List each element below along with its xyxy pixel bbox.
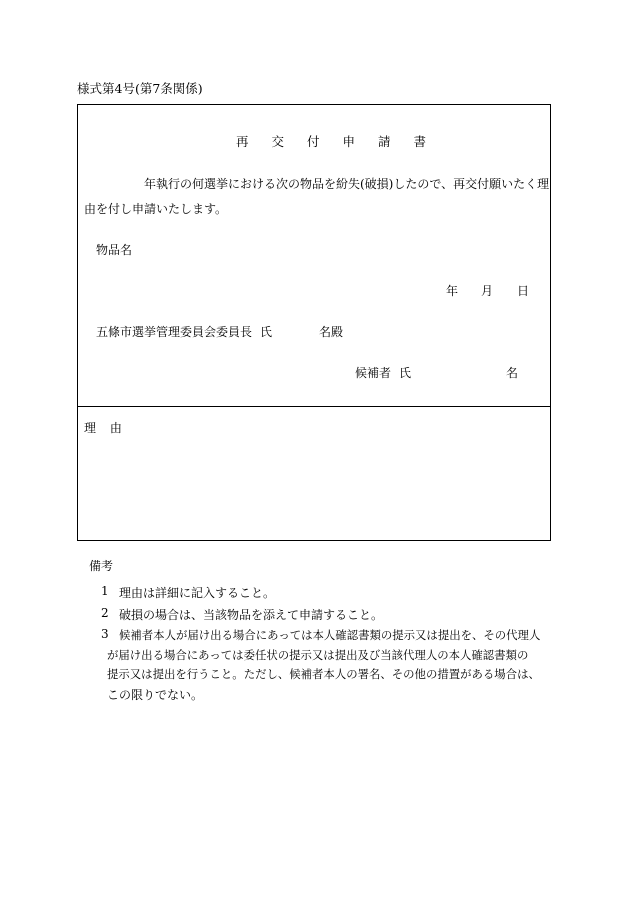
addressee-office: 五條市選挙管理委員会委員長 <box>96 325 253 339</box>
reason-label: 理 由 <box>84 421 122 435</box>
form-number: 様式第4号(第7条関係) <box>77 81 203 96</box>
date-month: 月 <box>481 284 494 298</box>
note-3-line-4: この限りでない。 <box>107 688 204 702</box>
note-2-number: 2 <box>101 606 109 620</box>
intro-line-1: 年執行の何選挙における次の物品を紛失(破損)したので、再交付願いたく理 <box>144 177 550 191</box>
note-3-number: 3 <box>101 627 109 641</box>
note-3-line-2: が届け出る場合にあっては委任状の提示又は提出及び当該代理人の本人確認書類の <box>107 648 529 662</box>
date-year: 年 <box>446 284 459 298</box>
item-name-label: 物品名 <box>96 243 133 257</box>
date-day: 日 <box>517 284 530 298</box>
note-3-line-3: 提示又は提出を行うこと。ただし、候補者本人の署名、その他の措置がある場合は、 <box>107 667 540 681</box>
intro-line-2: 由を付し申請いたします。 <box>84 202 228 216</box>
addressee-name-b: 名殿 <box>319 325 344 339</box>
note-1-number: 1 <box>101 584 109 598</box>
notes-heading: 備考 <box>89 559 114 573</box>
applicant-name-a: 氏 <box>399 366 412 380</box>
note-1-text: 理由は詳細に記入すること。 <box>119 586 276 600</box>
note-2-text: 破損の場合は、当該物品を添えて申請すること。 <box>119 608 384 622</box>
addressee-name-a: 氏 <box>260 325 273 339</box>
applicant-label: 候補者 <box>355 366 392 380</box>
form-title: 再交付申請書 <box>236 134 450 149</box>
note-3-line-1: 候補者本人が届け出る場合にあっては本人確認書類の提示又は提出を、その代理人 <box>119 628 541 642</box>
section-divider <box>78 406 550 407</box>
application-form <box>77 104 551 541</box>
applicant-name-b: 名 <box>506 366 519 380</box>
